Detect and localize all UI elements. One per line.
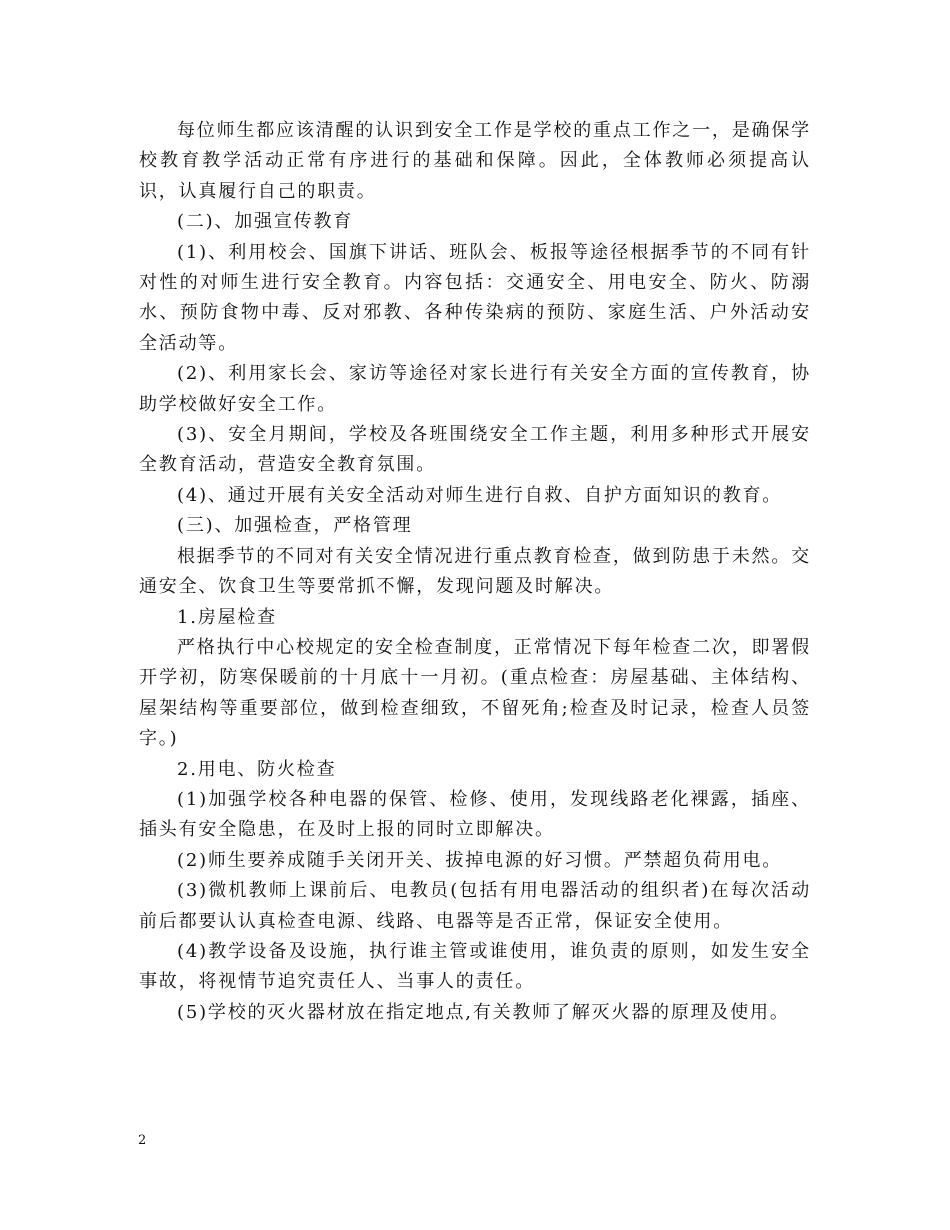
heading-inspection-management: (三)、加强检查，严格管理 (177, 515, 413, 537)
page-number: 2 (138, 1133, 147, 1148)
paragraph-building-inspection: 严格执行中心校规定的安全检查制度，正常情况下每年检查二次，即署假开学初，防寒保暖前的十月底十一月初。(重点检查：房屋基础、主体结构、屋架结构等重要部位，做到检查细致，不留死角;检查及时记录，检查人员签字。) (139, 636, 811, 750)
paragraph-electric-item-5: (5)学校的灭火器材放在指定地点,有关教师了解灭火器的原理及使用。 (177, 1001, 790, 1023)
paragraph-electric-item-3: (3)微机教师上课前后、电教员(包括有用电器活动的组织者)在每次活动前后都要认认真检查电源、线路、电器等是否正常，保证安全使用。 (139, 880, 811, 932)
heading-publicity-education: (二)、加强宣传教育 (177, 211, 354, 233)
subheading-building-inspection: 1.房屋检查 (177, 606, 277, 628)
paragraph-item-3: (3)、安全月期间，学校及各班围绕安全工作主题，利用多种形式开展安全教育活动，营造安全教育氛围。 (139, 424, 811, 476)
paragraph-electric-item-2: (2)师生要养成随手关闭开关、拔掉电源的好习惯。严禁超负荷用电。 (177, 849, 783, 871)
paragraph-item-4: (4)、通过开展有关安全活动对师生进行自救、自护方面知识的教育。 (177, 484, 783, 506)
document-body (139, 116, 811, 1028)
paragraph-safety-responsibility: 每位师生都应该清醒的认识到安全工作是学校的重点工作之一，是确保学校教育教学活动正常有序进行的基础和保障。因此，全体教师必须提高认识，认真履行自己的职责。 (139, 120, 811, 202)
paragraph-item-2: (2)、利用家长会、家访等途径对家长进行有关安全方面的宣传教育，协助学校做好安全工作。 (139, 363, 811, 415)
paragraph-seasonal-inspection: 根据季节的不同对有关安全情况进行重点教育检查，做到防患于未然。交通安全、饮食卫生等要常抓不懈，发现问题及时解决。 (139, 545, 811, 598)
subheading-electric-fire-inspection: 2.用电、防火检查 (177, 758, 337, 780)
paragraph-electric-item-4: (4)教学设备及设施，执行谁主管或谁使用，谁负责的原则，如发生安全事故，将视情节追究责任人、当事人的责任。 (139, 940, 811, 993)
paragraph-electric-item-1: (1)加强学校各种电器的保管、检修、使用，发现线路老化裸露，插座、插头有安全隐患，在及时上报的同时立即解决。 (139, 788, 811, 841)
paragraph-item-1: (1)、利用校会、国旗下讲话、班队会、板报等途径根据季节的不同有针对性的对师生进行安全教育。内容包括：交通安全、用电安全、防火、防溺水、预防食物中毒、反对邪教、各种传染病的预防、家庭生活、户外活动安全活动等。 (139, 241, 811, 354)
